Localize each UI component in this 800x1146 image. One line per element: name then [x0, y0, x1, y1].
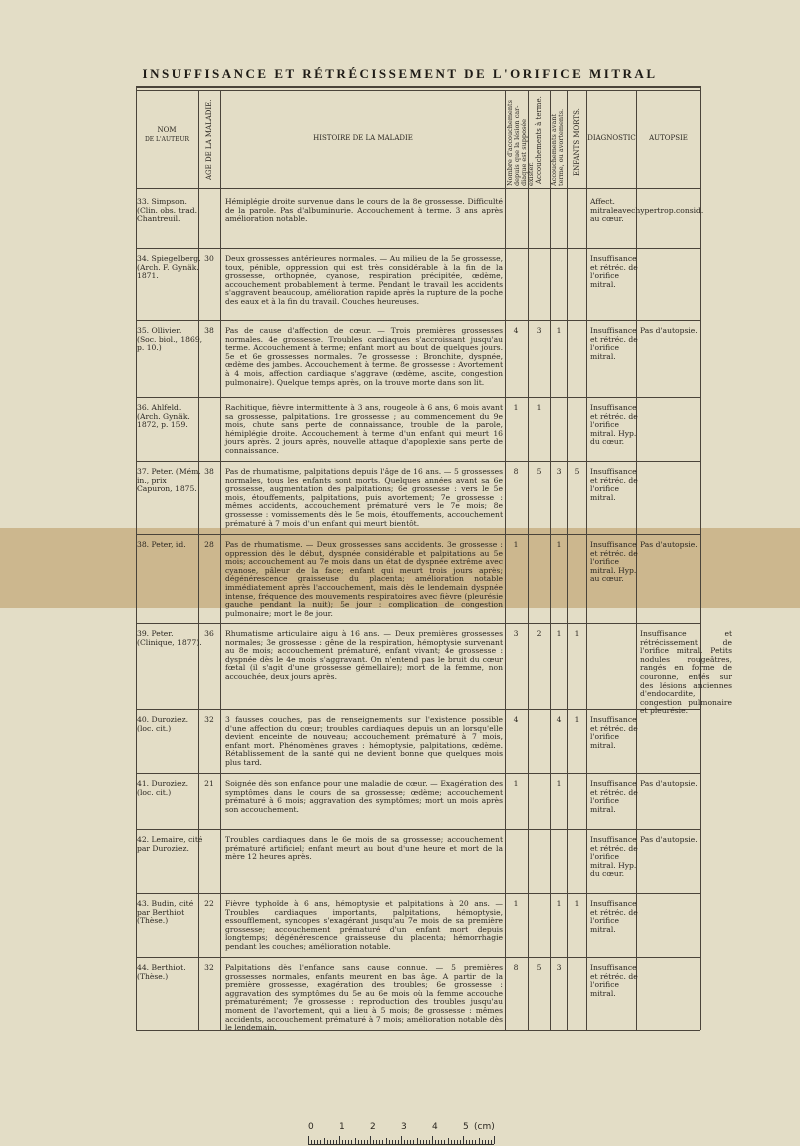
row-autopsie: Pas d'autopsie.: [640, 540, 698, 549]
row-separator: [136, 248, 700, 249]
scale-tick: [420, 1140, 421, 1144]
header-accouchements-terme: Accouchements à terme.: [535, 96, 543, 184]
scale-label: 5: [463, 1122, 469, 1132]
scale-tick: [348, 1140, 349, 1144]
scale-tick: [320, 1140, 321, 1144]
scale-tick: [327, 1140, 328, 1144]
scale-tick: [398, 1140, 399, 1144]
row-diagnostic: Insuffisance et rétréc. de l'orifice mitral.: [590, 715, 638, 750]
row-age: 32: [204, 963, 214, 972]
row-diagnostic: Insuffisance et rétréc. de l'orifice mitral.: [590, 899, 638, 934]
scale-tick: [379, 1140, 380, 1144]
row-author: 39. Peter. (Clinique, 1877).: [137, 629, 202, 647]
row-count-terme: 3: [536, 326, 542, 335]
row-age: 22: [204, 899, 214, 908]
row-history: Pas de rhumatisme. — Deux grossesses sans accidents. 3e grossesse : oppression dès le début, dyspnée considérable et palpitations au 5e mois; accouchement au 7e mois dans un état de dyspnée extrême avec cyanose, pâleur de la face; enfant qui meurt trois jours après; dégénérescence graisseuse du placenta; amélioration notable immédiatement après l'accouchement, mais dès le lendemain dyspnée intense, fréquence des mouvements respiratoires avec fièvre (pleurésie gauche pendant la nuit); 5e jour : complication de congestion pulmonaire; mort le 8e jour.: [225, 540, 503, 618]
scale-tick: [336, 1140, 337, 1144]
scale-bar: [308, 1136, 494, 1145]
row-author: 35. Ollivier. (Soc. biol., 1869, p. 10.): [137, 326, 203, 353]
row-autopsie: Pas d'autopsie.: [640, 779, 698, 788]
table-top-border: [136, 86, 700, 88]
scale-tick: [364, 1140, 365, 1144]
row-count-avortements: 1: [556, 540, 562, 549]
row-separator: [136, 397, 700, 398]
row-history: Palpitations dès l'enfance sans cause connue. — 5 premières grossesses normales, enfants meurent en bas âge. A partir de la première grossesse, exagération des troubles; 6e grossesse : aggravation des symptômes du 5e au 6e mois où la femme accouche prématurément; 7e grossesse : reproduction des troubles jusqu'au moment de l'avortement, qui a lieu à 5 mois; 8e grossesse : mêmes accidents, accouchement prématuré à 7 mois; amélioration notable dès le lendemain.: [225, 963, 503, 1033]
page-title: INSUFFISANCE ET RÉTRÉCISSEMENT DE L'ORIFICE MITRAL: [142, 66, 658, 81]
scale-tick: [317, 1140, 318, 1144]
scale-tick: [339, 1136, 340, 1144]
row-diagnostic: Insuffisance et rétréc. de l'orifice mitral.: [590, 779, 638, 814]
row-count-accouchements: 4: [513, 326, 519, 335]
scale-tick: [382, 1140, 383, 1144]
row-author: 44. Berthiot. (Thèse.): [137, 963, 186, 981]
row-age: 30: [204, 254, 214, 263]
row-count-accouchements: 8: [513, 467, 519, 476]
column-divider: [136, 86, 137, 1030]
row-count-avortements: 3: [556, 467, 562, 476]
row-author: 37. Peter. (Mém. in., prix Capuron, 1875.: [137, 467, 201, 494]
row-count-terme: 1: [536, 403, 542, 412]
row-history: Soignée dès son enfance pour une maladie de cœur. — Exagération des symptômes dans le cours de sa grossesse; œdème; accouchement prématuré à 6 mois; aggravation des symptômes; mort un mois après son accouchement.: [225, 779, 503, 814]
header-autopsie: AUTOPSIE: [649, 134, 688, 142]
row-diagnostic: Affect. mitraleavechypertrop.consid. au cœur.: [590, 197, 704, 224]
scale-tick: [485, 1140, 486, 1144]
scale-tick: [463, 1136, 464, 1144]
scale-tick: [370, 1136, 371, 1144]
scale-tick: [373, 1140, 374, 1144]
column-divider: [567, 90, 568, 1030]
scale-tick: [324, 1138, 325, 1144]
scale-tick: [386, 1138, 387, 1144]
row-diagnostic: Insuffisance et rétréc. de l'orifice mitral.: [590, 963, 638, 998]
scale-tick: [488, 1140, 489, 1144]
scale-tick: [482, 1140, 483, 1144]
table-right-border: [700, 86, 701, 1030]
row-author: 36. Ahlfeld. (Arch. Gynäk. 1872, p. 159.: [137, 403, 190, 430]
scale-tick: [438, 1140, 439, 1144]
row-author: 43. Budin, cité par Berthiot (Thèse.): [137, 899, 194, 926]
row-autopsie: Pas d'autopsie.: [640, 835, 698, 844]
scale-unit: (cm): [474, 1122, 495, 1132]
row-count-avortements: 1: [556, 779, 562, 788]
row-history: Rachitique, fièvre intermittente à 3 ans, rougeole à 6 ans, 6 mois avant sa grossesse, palpitations. 1re grossesse ; au commencement du 9e mois, chute sans perte de connaissance, trouble de la parole, hémiplégie droite. Accouchement à terme d'un enfant qui meurt 16 jours après. 2 jours après, nouvelle attaque d'apoplexie sans perte de connaissance.: [225, 403, 503, 455]
scale-tick: [444, 1140, 445, 1144]
row-history: Rhumatisme articulaire aigu à 16 ans. — Deux premières grossesses normales; 3e grossesse : gêne de la respiration, hémoptysie survenant au 8e mois; accouchement prématuré, enfant vivant; 4e grossesse : dyspnée dès le 4e mois s'aggravant. On n'entend pas le bruit du cœur fœtal (il s'agit d'une grossesse gémellaire); mort de la femme, non accouchée, deux jours après.: [225, 629, 503, 681]
column-divider: [220, 90, 221, 1030]
scale-tick: [410, 1140, 411, 1144]
row-separator: [136, 623, 700, 624]
row-age: 38: [204, 467, 214, 476]
scale-tick: [423, 1140, 424, 1144]
scale-tick: [426, 1140, 427, 1144]
scale-tick: [358, 1140, 359, 1144]
column-divider: [198, 90, 199, 1030]
scale-tick: [392, 1140, 393, 1144]
row-author: 33. Simpson. (Clin. obs. trad. Chantreuil.: [137, 197, 197, 224]
scale-tick: [314, 1140, 315, 1144]
row-history: Fièvre typhoïde à 6 ans, hémoptysie et palpitations à 20 ans. — Troubles cardiaques importants, palpitations, hémoptysie, essoufflement, syncopes s'exagérant jusqu'au 7e mois de sa première grossesse; accouchement prématuré d'un enfant mort depuis longtemps; dégénérescence graisseuse du placenta; hémorrhagie pendant les couches; amélioration notable.: [225, 899, 503, 951]
row-count-accouchements: 8: [513, 963, 519, 972]
row-count-enfants-morts: 1: [574, 899, 580, 908]
scale-tick: [432, 1136, 433, 1144]
row-age: 32: [204, 715, 214, 724]
scale-tick: [376, 1140, 377, 1144]
row-diagnostic: Insuffisance et rétréc. de l'orifice mitral.: [590, 326, 638, 361]
row-count-enfants-morts: 1: [574, 629, 580, 638]
row-history: 3 fausses couches, pas de renseignements sur l'existence possible d'une affection du cœur; troubles cardiaques depuis un an lorsqu'elle devient enceinte de nouveau; accouchement prématuré à 7 mois, enfant mort. Phénomènes graves : hémoptysie, palpitations, œdème. Rétablissement de la santé qui ne devient bonne que quelques mois plus tard.: [225, 715, 503, 767]
row-separator: [136, 957, 700, 958]
row-diagnostic: Insuffisance et rétréc. de l'orifice mitral.: [590, 254, 638, 289]
row-count-accouchements: 4: [513, 715, 519, 724]
scale-tick: [413, 1140, 414, 1144]
scale-tick: [457, 1140, 458, 1144]
row-autopsie: Pas d'autopsie.: [640, 326, 698, 335]
scale-tick: [330, 1140, 331, 1144]
row-count-terme: 5: [536, 963, 542, 972]
row-author: 34. Spiegelberg. (Arch. F. Gynäk. 1871.: [137, 254, 201, 281]
header-histoire: HISTOIRE DE LA MALADIE: [313, 134, 413, 142]
scale-label: 0: [308, 1122, 314, 1132]
scale-tick: [351, 1140, 352, 1144]
row-count-avortements: 1: [556, 629, 562, 638]
scale-label: 3: [401, 1122, 407, 1132]
scale-tick: [466, 1140, 467, 1144]
header-diagnostic: DIAGNOSTIC: [587, 134, 636, 142]
row-count-accouchements: 1: [513, 899, 519, 908]
header-nom: NOM DE L'AUTEUR: [144, 126, 190, 143]
row-history: Pas de rhumatisme, palpitations depuis l'âge de 16 ans. — 5 grossesses normales, tous les enfants sont morts. Quelques années avant sa 6e grossesse, augmentation des palpitations; 6e grossesse : vers le 5e mois, étouffements, palpitations, puis avortement; 7e grossesse : mêmes accidents, accouchement prématuré vers le 7e mois; 8e grossesse : vomissements dès le 5e mois, étouffements, accouchement prématuré à 7 mois d'un enfant qui meurt bientôt.: [225, 467, 503, 528]
row-count-terme: 2: [536, 629, 542, 638]
row-age: 21: [204, 779, 214, 788]
row-separator: [136, 893, 700, 894]
scale-tick: [479, 1138, 480, 1144]
scale-tick: [401, 1136, 402, 1144]
scale-tick: [367, 1140, 368, 1144]
row-count-accouchements: 1: [513, 779, 519, 788]
column-divider: [550, 90, 551, 1030]
row-separator: [136, 773, 700, 774]
column-divider: [505, 90, 506, 1030]
row-diagnostic: Insuffisance et rétréc. de l'orifice mitral.: [590, 467, 638, 502]
scale-tick: [311, 1140, 312, 1144]
scale-tick: [355, 1138, 356, 1144]
scale-tick: [342, 1140, 343, 1144]
row-separator: [136, 320, 700, 321]
scale-tick: [429, 1140, 430, 1144]
header-enfants-morts: ENFANTS MORTS.: [573, 108, 581, 176]
row-author: 42. Lemaire, cité par Duroziez.: [137, 835, 203, 853]
scale-tick: [472, 1140, 473, 1144]
header-avortements: Accouchements avant terme, ou avortements.: [550, 108, 565, 186]
scale-labels: [308, 1122, 498, 1134]
row-author: 40. Duroziez. (loc. cit.): [137, 715, 189, 733]
scale-tick: [345, 1140, 346, 1144]
row-diagnostic: Insuffisance et rétréc. de l'orifice mitral. Hyp. du cœur.: [590, 835, 638, 879]
row-count-avortements: 1: [556, 326, 562, 335]
scale-tick: [469, 1140, 470, 1144]
scale-tick: [460, 1140, 461, 1144]
row-separator: [136, 461, 700, 462]
row-count-accouchements: 1: [513, 540, 519, 549]
row-history: Pas de cause d'affection de cœur. — Trois premières grossesses normales. 4e grossesse. Troubles cardiaques s'accroissant jusqu'au terme. Accouchement à terme; enfant mort au bout de quelques jours. 5e et 6e grossesses normales. 7e grossesse : Bronchite, dyspnée, œdème des jambes. Accouchement à terme. 8e grossesse : Avortement à 4 mois, affection cardiaque s'aggrave (œdème, ascite, congestion pulmonaire). Quelque temps après, on la trouve morte dans son lit.: [225, 326, 503, 387]
column-divider: [528, 90, 529, 1030]
scale-tick: [494, 1136, 495, 1144]
scale-tick: [389, 1140, 390, 1144]
row-author: 38. Peter, id.: [137, 540, 186, 549]
row-diagnostic: Insuffisance et rétréc. de l'orifice mitral. Hyp. au cœur.: [590, 540, 638, 584]
scale-tick: [417, 1138, 418, 1144]
row-separator: [136, 709, 700, 710]
header-age: AGE DE LA MALADIE.: [205, 99, 213, 180]
row-autopsie: Insuffisance et rétrécissement de l'orifice mitral. Petits nodules rougeâtres, rangés en forme de couronne, entés sur des lésions anciennes d'endocardite, congestion pulmonaire et pleurésie.: [640, 629, 732, 716]
scale-tick: [491, 1140, 492, 1144]
row-history: Hémiplégie droite survenue dans le cours de la 8e grossesse. Difficulté de la parole. Pas d'albuminurie. Accouchement à terme. 3 ans après amélioration notable.: [225, 197, 503, 224]
scale-tick: [404, 1140, 405, 1144]
scale-tick: [308, 1136, 309, 1144]
row-age: 38: [204, 326, 214, 335]
scale-tick: [407, 1140, 408, 1144]
scale-tick: [441, 1140, 442, 1144]
row-count-enfants-morts: 1: [574, 715, 580, 724]
scale-tick: [454, 1140, 455, 1144]
scale-tick: [448, 1138, 449, 1144]
scale-tick: [361, 1140, 362, 1144]
scale-label: 1: [339, 1122, 345, 1132]
row-count-accouchements: 1: [513, 403, 519, 412]
column-divider: [586, 90, 587, 1030]
scale-tick: [475, 1140, 476, 1144]
row-diagnostic: Insuffisance et rétréc. de l'orifice mitral. Hyp. du cœur.: [590, 403, 638, 447]
row-age: 36: [204, 629, 214, 638]
row-author: 41. Duroziez. (loc. cit.): [137, 779, 189, 797]
header-accouchements-count: Nombre d'accouchements depuis que la lésion car-diaque est supposée exister.: [506, 100, 535, 186]
scale-tick: [333, 1140, 334, 1144]
row-history: Deux grossesses antérieures normales. — Au milieu de la 5e grossesse, toux, pénible, oppression qui est très considérable à la fin de la grossesse, orthopnée, cyanose, respiration précipitée, œdème, accouchement probablement à terme. Pendant le travail les accidents s'aggravent beaucoup, amélioration rapide après la rupture de la poche des eaux et à la fin du travail. Couches heureuses.: [225, 254, 503, 306]
scale-tick: [395, 1140, 396, 1144]
row-separator: [136, 829, 700, 830]
row-separator: [136, 534, 700, 535]
scale-label: 4: [432, 1122, 438, 1132]
scale-tick: [451, 1140, 452, 1144]
row-count-enfants-morts: 5: [574, 467, 580, 476]
row-count-accouchements: 3: [513, 629, 519, 638]
row-count-avortements: 3: [556, 963, 562, 972]
row-count-terme: 5: [536, 467, 542, 476]
row-history: Troubles cardiaques dans le 6e mois de sa grossesse; accouchement prématuré artificiel; enfant meurt au bout d'une heure et mort de la mère 12 heures après.: [225, 835, 503, 862]
row-count-avortements: 1: [556, 899, 562, 908]
row-age: 28: [204, 540, 214, 549]
scale-tick: [435, 1140, 436, 1144]
row-count-avortements: 4: [556, 715, 562, 724]
scale-label: 2: [370, 1122, 376, 1132]
